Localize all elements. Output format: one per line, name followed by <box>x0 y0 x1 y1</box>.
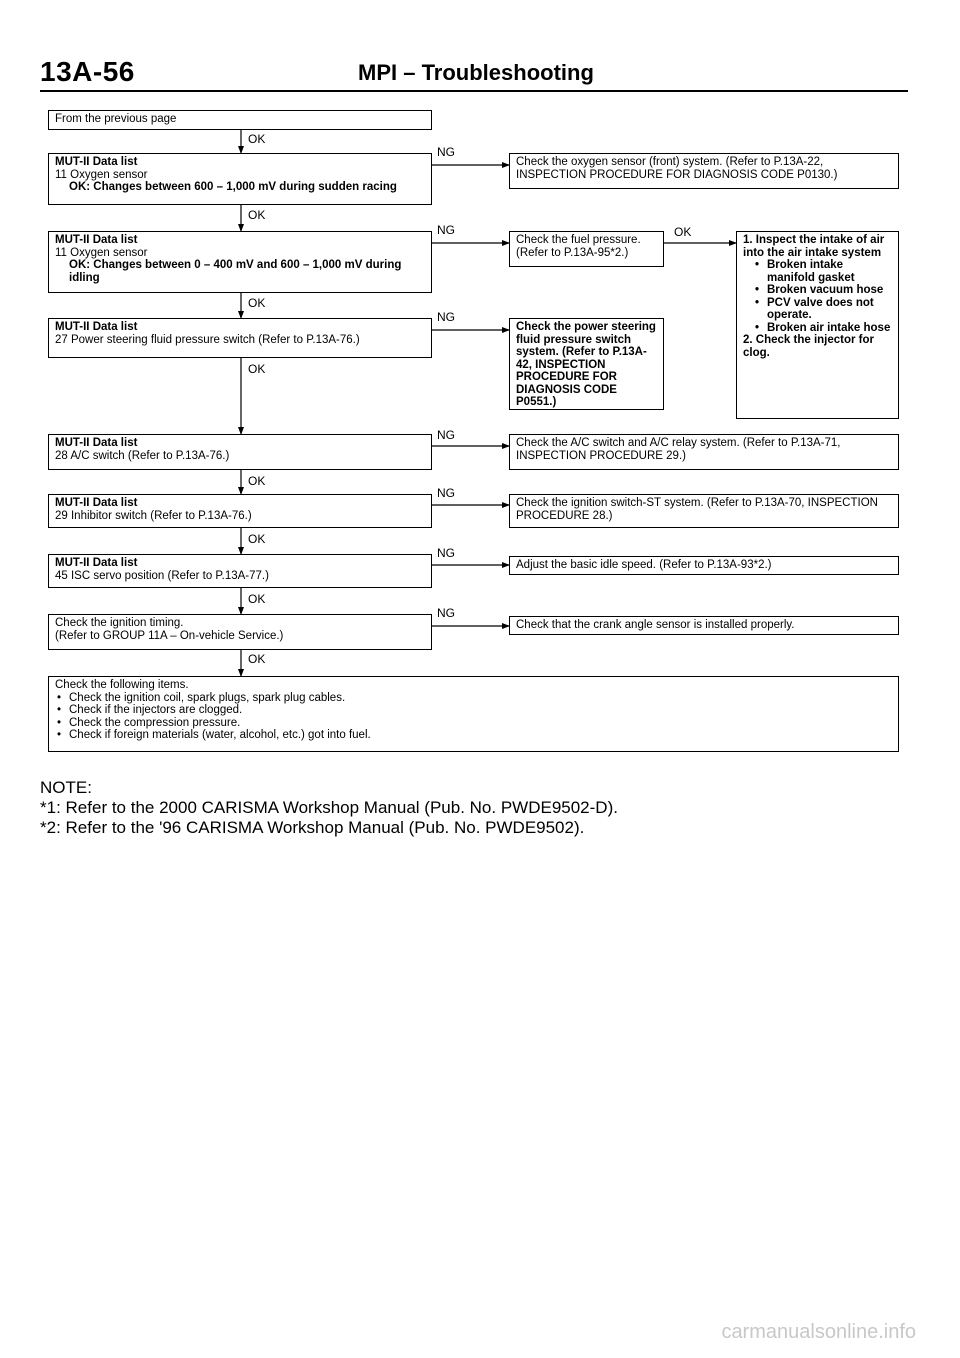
final-item: • Check if the injectors are clogged. <box>55 704 892 717</box>
step-1-item: 11 Oxygen sensor <box>55 168 148 181</box>
ng-action-4-text: Check the A/C switch and A/C relay system. (Refer to P.13A-71, INSPECTION PROCEDURE 29.) <box>516 437 841 462</box>
step-box-6 <box>48 554 432 588</box>
ng-action-box-4 <box>509 434 899 470</box>
ok-label-1: OK <box>248 132 266 146</box>
final-items <box>55 692 892 742</box>
start-box <box>48 110 432 130</box>
ng-action-2-text: Check the fuel pressure. (Refer to P.13A-95*2.) <box>516 234 641 259</box>
step-5-title: MUT-II Data list <box>55 497 138 509</box>
note-entry-1 <box>40 798 618 818</box>
note-section <box>40 778 618 838</box>
ng-label-6: NG <box>437 546 455 560</box>
final-check-box <box>48 676 899 752</box>
step-box-4 <box>48 434 432 470</box>
start-text: From the previous page <box>55 113 177 125</box>
step-7-item: (Refer to GROUP 11A – On-vehicle Service.) <box>55 629 284 642</box>
ng-label-5: NG <box>437 486 455 500</box>
ng-action-1-text: Check the oxygen sensor (front) system. (Refer to P.13A-22, INSPECTION PROCEDURE FOR DIAGNOSIS CODE P0130.) <box>516 156 838 181</box>
inspect-sub-item: • Broken air intake hose <box>753 322 892 335</box>
ok-label-2: OK <box>248 208 266 222</box>
step-2-ok-condition <box>55 259 425 284</box>
note-text-2: Refer to the '96 CARISMA Workshop Manual (Pub. No. PWDE9502). <box>65 818 585 837</box>
step-2-item: 11 Oxygen sensor <box>55 246 148 259</box>
ng-action-box-6 <box>509 556 899 575</box>
ng-label-1: NG <box>437 145 455 159</box>
step-box-1 <box>48 153 432 205</box>
ng-action-7-text: Check that the crank angle sensor is installed properly. <box>516 619 795 631</box>
note-text-1: Refer to the 2000 CARISMA Workshop Manual (Pub. No. PWDE9502-D). <box>65 798 618 817</box>
step-4-title: MUT-II Data list <box>55 437 138 449</box>
step-6-item: 45 ISC servo position (Refer to P.13A-77.) <box>55 569 269 582</box>
inspect-sub-item: • Broken vacuum hose <box>753 284 892 297</box>
ok-label-8: OK <box>248 652 266 666</box>
final-title: Check the following items. <box>55 679 189 691</box>
ng-action-box-3 <box>509 318 664 410</box>
step-2-ok-label: OK: <box>69 259 91 271</box>
note-entry-2 <box>40 818 618 838</box>
step-3-item: 27 Power steering fluid pressure switch (Refer to P.13A-76.) <box>55 333 360 346</box>
page-title: MPI – Troubleshooting <box>358 60 594 85</box>
step-box-2 <box>48 231 432 293</box>
watermark: carmanualsonline.info <box>721 1321 916 1343</box>
step-box-5 <box>48 494 432 528</box>
step-6-title: MUT-II Data list <box>55 557 138 569</box>
ng-label-4: NG <box>437 428 455 442</box>
inspect-sub-item: • Broken intake manifold gasket <box>753 259 892 284</box>
note-mark-1: *1: <box>40 798 61 817</box>
ok-label-4: OK <box>248 362 266 376</box>
step-1-ok-text: Changes between 600 – 1,000 mV during sudden racing <box>93 181 397 193</box>
step-box-3 <box>48 318 432 358</box>
ok-label-7: OK <box>248 592 266 606</box>
inspect-intake-box <box>736 231 899 419</box>
ng-label-3: NG <box>437 310 455 324</box>
step-5-item: 29 Inhibitor switch (Refer to P.13A-76.) <box>55 509 252 522</box>
ng-label-7: NG <box>437 606 455 620</box>
step-1-ok-condition <box>55 181 425 194</box>
final-item: • Check the ignition coil, spark plugs, spark plug cables. <box>55 692 892 705</box>
ok-label-5: OK <box>248 474 266 488</box>
step-1-ok-label: OK: <box>69 181 91 193</box>
note-heading: NOTE: <box>40 778 92 797</box>
inspect-sub-item: • PCV valve does not operate. <box>753 297 892 322</box>
ok-label-6: OK <box>248 532 266 546</box>
step-3-title: MUT-II Data list <box>55 321 138 333</box>
step-7-title: Check the ignition timing. <box>55 617 184 629</box>
ok-label-3: OK <box>248 296 266 310</box>
step-2-title: MUT-II Data list <box>55 234 138 246</box>
inspect-item-1: 1. Inspect the intake of air into the air intake system <box>743 234 885 259</box>
ng-action-box-2 <box>509 231 664 267</box>
ng-action-5-text: Check the ignition switch-ST system. (Refer to P.13A-70, INSPECTION PROCEDURE 28.) <box>516 497 878 522</box>
inspect-sub-list <box>743 259 892 334</box>
step-4-item: 28 A/C switch (Refer to P.13A-76.) <box>55 449 230 462</box>
ng-action-6-text: Adjust the basic idle speed. (Refer to P.13A-93*2.) <box>516 559 772 571</box>
ng-action-box-5 <box>509 494 899 528</box>
page-number: 13A-56 <box>40 56 135 87</box>
ng-action-box-7 <box>509 616 899 635</box>
ng-action-3-text: Check the power steering fluid pressure switch system. (Refer to P.13A-42, INSPECTION PROCEDURE FOR DIAGNOSIS CODE P0551.) <box>516 321 656 408</box>
step-2-ok-text: Changes between 0 – 400 mV and 600 – 1,000 mV during idling <box>69 259 402 284</box>
ng-label-2: NG <box>437 223 455 237</box>
note-mark-2: *2: <box>40 818 61 837</box>
final-item: • Check the compression pressure. <box>55 717 892 730</box>
ok-label-fuel: OK <box>674 225 692 239</box>
step-1-title: MUT-II Data list <box>55 156 138 168</box>
inspect-item-2: 2. Check the injector for clog. <box>743 334 875 359</box>
step-box-7 <box>48 614 432 650</box>
ng-action-box-1 <box>509 153 899 189</box>
final-item: • Check if foreign materials (water, alcohol, etc.) got into fuel. <box>55 729 892 742</box>
